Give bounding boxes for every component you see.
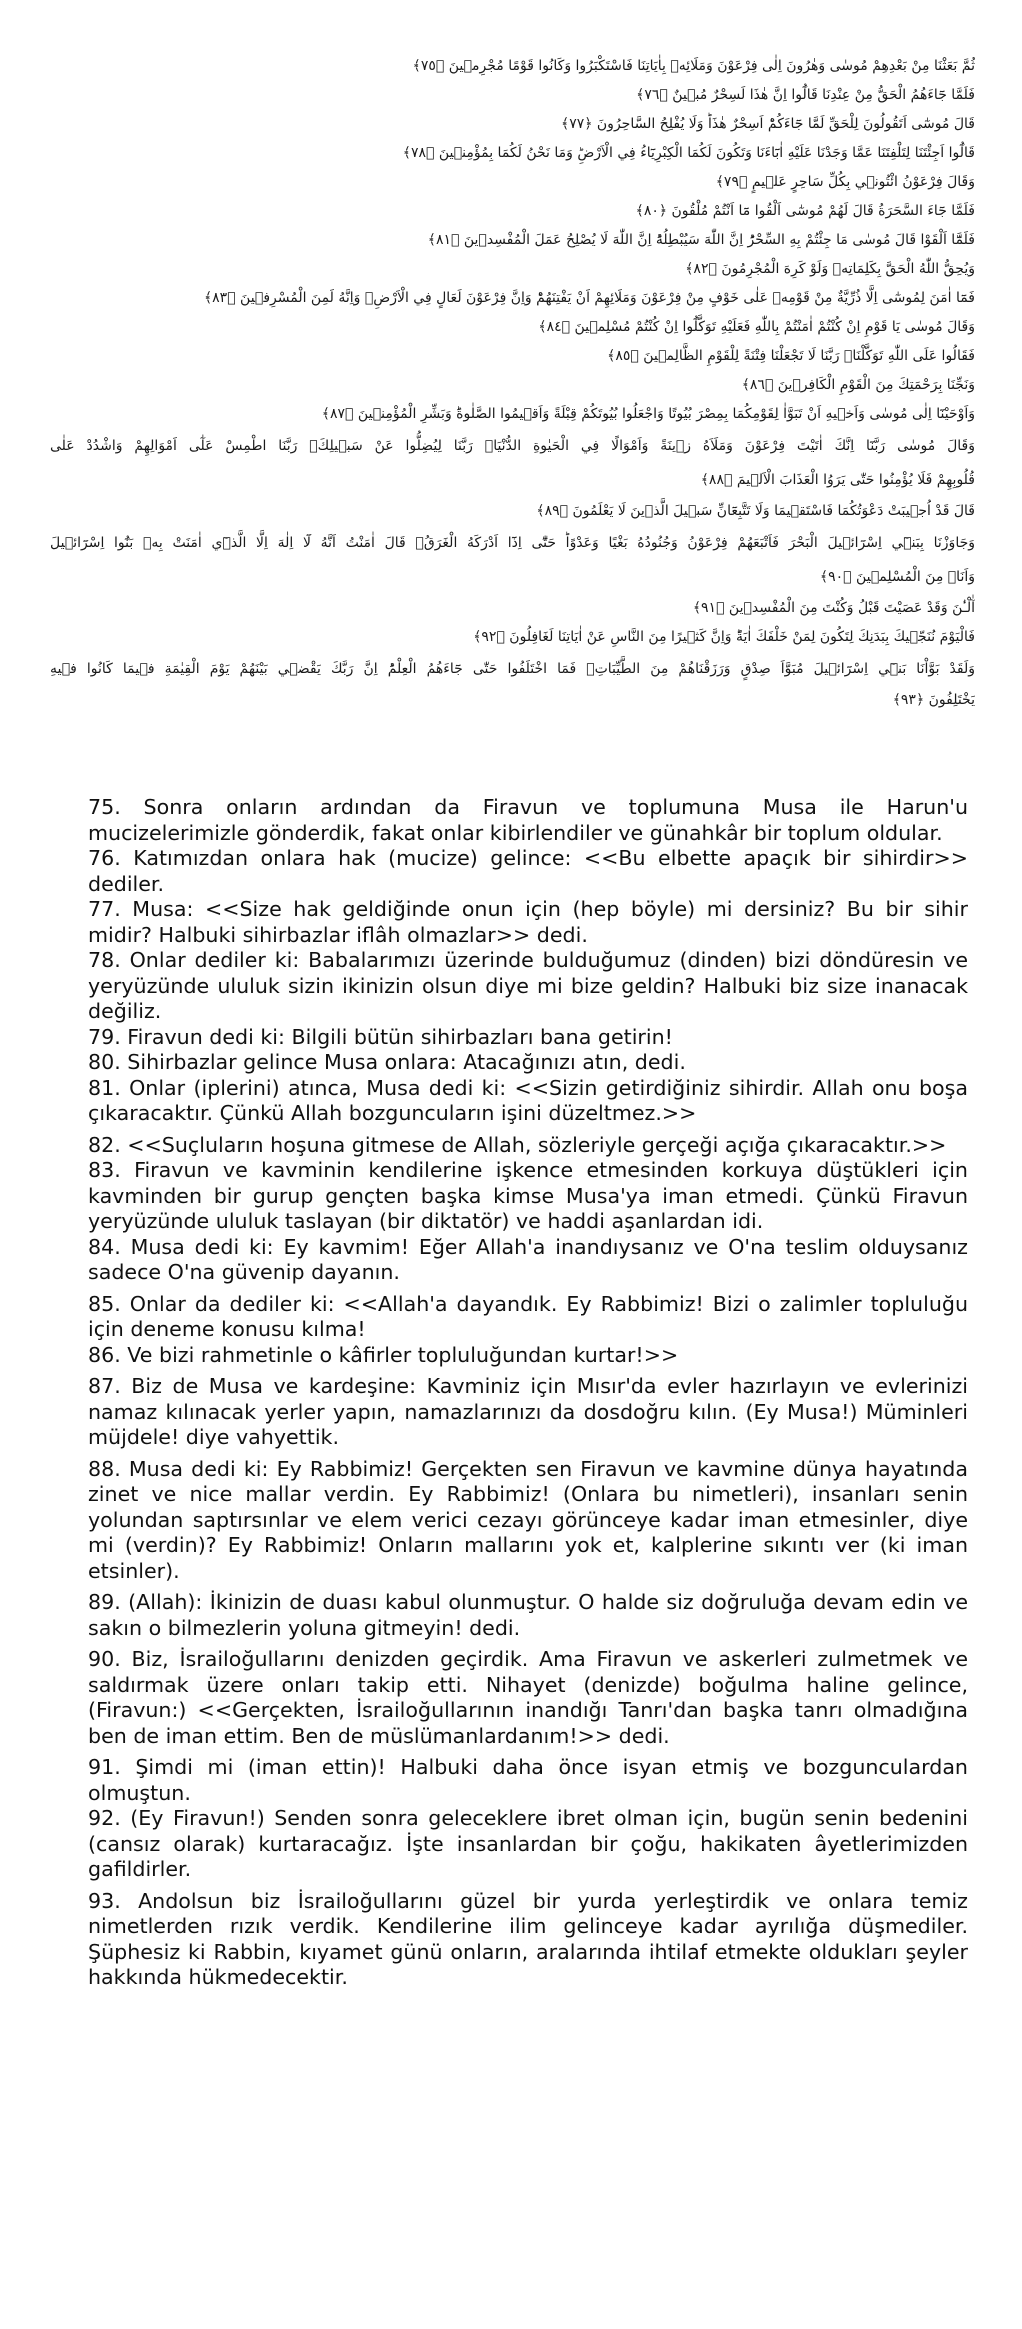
arabic-line: قَالَ قَدْ اُج۪يبَتْ دَعْوَتُكُمَا فَاسْتَق۪يمَا وَلَا تَتَّبِعَٓانِّ سَب۪يلَ الَّذ۪ينَ لَا يَعْلَمُونَ ﴿٨٩﴾ bbox=[536, 503, 975, 519]
verse-85: 85. Onlar da dediler ki: <<Allah'a dayandık. Ey Rabbimiz! Bizi o zalimler topluluğu için deneme konusu kılma! bbox=[88, 1291, 968, 1341]
arabic-line: وَلَقَدْ بَوَّاْنَا بَن۪ٓي اِسْرَٓائ۪يلَ مُبَوَّاَ صِدْقٍ وَرَزَقْنَاهُمْ مِنَ الطَّيِّبَاتِۚ فَمَا اخْتَلَفُوا حَتّٰى جَٓاءَهُمُ الْعِلْمُؕ اِنَّ رَبَّكَ يَقْض۪ي بَيْنَهُمْ يَوْمَ الْقِيٰمَةِ ف۪يمَا كَانُوا ف۪يهِ bbox=[50, 661, 975, 677]
verse-89: 89. (Allah): İkinizin de duası kabul olunmuştur. O halde siz doğruluğa devam edin ve sakın o bilmezlerin yoluna gitmeyin! dedi. bbox=[88, 1590, 968, 1640]
verse-93: 93. Andolsun biz İsrailoğullarını güzel bir yurda yerleştirdik ve onlara temiz nimetlerden rızık verdik. Kendilerine ilim gelinceye kadar ayrılığa düşmediler. Şüphesiz ki Rabbin, kıyamet günü onların, aralarında ihtilaf etmekte oldukları şeyler hakkında hükmedecektir. bbox=[88, 1888, 968, 1989]
turkish-translation-block bbox=[88, 795, 968, 1991]
verse-88: 88. Musa dedi ki: Ey Rabbimiz! Gerçekten sen Firavun ve kavmine dünya hayatında zinet ve nice mallar verdin. Ey Rabbimiz! (Onlara bu nimetleri), insanları senin yolundan saptırsınlar ve elem verici cezayı görünceye kadar iman etmesinler, diye mi (verdin)? Ey Rabbimiz! Onların mallarını yok et, kalplerine sıkıntı ver (ki iman etsinler). bbox=[88, 1456, 968, 1583]
arabic-line: وَقَالَ مُوسٰى يَا قَوْمِ اِنْ كُنْتُمْ اٰمَنْتُمْ بِاللّٰهِ فَعَلَيْهِ تَوَكَّلُٓوا اِنْ كُنْتُمْ مُسْلِم۪ينَ ﴿٨٤﴾ bbox=[538, 319, 975, 335]
arabic-text-block bbox=[50, 52, 975, 715]
verse-91: 91. Şimdi mi (iman ettin)! Halbuki daha önce isyan etmiş ve bozgunculardan olmuştun. bbox=[88, 1755, 968, 1805]
arabic-line: وَيُحِقُّ اللّٰهُ الْحَقَّ بِكَلِمَاتِه۪ وَلَوْ كَرِهَ الْمُجْرِمُونَ ﴿٨٢﴾ bbox=[685, 261, 975, 277]
verse-77: 77. Musa: <<Size hak geldiğinde onun için (hep böyle) mi dersiniz? Bu bir sihir midir? Halbuki sihirbazlar iflâh olmazlar>> dedi. bbox=[88, 897, 968, 947]
verse-79: 79. Firavun dedi ki: Bilgili bütün sihirbazları bana getirin! bbox=[88, 1024, 673, 1049]
arabic-line: آٰلْـٰٔنَ وَقَدْ عَصَيْتَ قَبْلُ وَكُنْتَ مِنَ الْمُفْسِد۪ينَ ﴿٩١﴾ bbox=[692, 600, 975, 616]
arabic-line: وَنَجِّنَا بِرَحْمَتِكَ مِنَ الْقَوْمِ الْكَافِر۪ينَ ﴿٨٦﴾ bbox=[741, 377, 975, 393]
verse-84: 84. Musa dedi ki: Ey kavmim! Eğer Allah'a inandıysanız ve O'na teslim olduysanız sadece O'na güvenip dayanın. bbox=[88, 1234, 968, 1284]
arabic-line: يَخْتَلِفُونَ ﴿٩٣﴾ bbox=[892, 692, 975, 708]
verse-83: 83. Firavun ve kavminin kendilerine işkence etmesinden korkuya düştükleri için kavminden bir gurup gençten başka kimse Musa'ya iman etmedi. Çünkü Firavun yeryüzünde ululuk taslayan (bir diktatör) ve haddi aşanlardan idi. bbox=[88, 1158, 968, 1233]
arabic-line: قُلُوبِهِمْ فَلَا يُؤْمِنُوا حَتّٰى يَرَوُا الْعَذَابَ الْاَل۪يمَ ﴿٨٨﴾ bbox=[700, 472, 975, 488]
arabic-line: فَالْيَوْمَ نُنَجّ۪يكَ بِبَدَنِكَ لِتَكُونَ لِمَنْ خَلْفَكَ اٰيَةًؕ وَاِنَّ كَث۪يرًا مِنَ النَّاسِ عَنْ اٰيَاتِنَا لَغَافِلُونَ ﴿٩٢﴾ bbox=[473, 629, 975, 645]
verse-80: 80. Sihirbazlar gelince Musa onlara: Atacağınızı atın, dedi. bbox=[88, 1050, 686, 1074]
arabic-line: وَاَنَا۬ مِنَ الْمُسْلِم۪ينَ ﴿٩٠﴾ bbox=[819, 569, 975, 585]
arabic-line: فَمَٓا اٰمَنَ لِمُوسٰٓى اِلَّا ذُرِّيَّةٌ مِنْ قَوْمِه۪ عَلٰى خَوْفٍ مِنْ فِرْعَوْنَ وَمَلَائِهِمْ اَنْ يَفْتِنَهُمْؕ وَاِنَّ فِرْعَوْنَ لَعَالٍ فِي الْاَرْضِۚ وَاِنَّهُ لَمِنَ الْمُسْرِف۪ينَ ﴿٨٣﴾ bbox=[203, 290, 975, 306]
verse-82: 82. <<Suçluların hoşuna gitmese de Allah, sözleriyle gerçeği açığa çıkaracaktır.>> bbox=[88, 1132, 947, 1157]
arabic-line: فَلَمَّا جَٓاءَهُمُ الْحَقُّ مِنْ عِنْدِنَا قَالُٓوا اِنَّ هٰذَا لَسِحْرٌ مُب۪ينٌ ﴿٧٦﴾ bbox=[636, 87, 975, 103]
arabic-line: وَقَالَ مُوسٰى رَبَّنَٓا اِنَّكَ اٰتَيْتَ فِرْعَوْنَ وَمَلَاَهُ ز۪ينَةً وَاَمْوَالًا فِي الْحَيٰوةِ الدُّنْيَاۙ رَبَّنَا لِيُضِلُّوا عَنْ سَب۪يلِكَۚ رَبَّنَا اطْمِسْ عَلٰٓى اَمْوَالِهِمْ وَاشْدُدْ عَلٰى bbox=[50, 438, 975, 454]
verse-76: 76. Katımızdan onlara hak (mucize) gelince: <<Bu elbette apaçık bir sihirdir>> dediler. bbox=[88, 846, 968, 896]
arabic-line: قَالُٓوا اَجِئْتَنَا لِتَلْفِتَنَا عَمَّا وَجَدْنَا عَلَيْهِ اٰبَٓاءَنَا وَتَكُونَ لَكُمَا الْكِبْرِيَٓاءُ فِي الْاَرْضِؕ وَمَا نَحْنُ لَكُمَا بِمُؤْمِن۪ينَ ﴿٧٨﴾ bbox=[402, 145, 975, 161]
arabic-line: وَاَوْحَيْنَٓا اِلٰى مُوسٰى وَاَخ۪يهِ اَنْ تَبَوَّاٰ لِقَوْمِكُمَا بِمِصْرَ بُيُوتًا وَاجْعَلُوا بُيُوتَكُمْ قِبْلَةً وَاَق۪يمُوا الصَّلٰوةَؕ وَبَشِّرِ الْمُؤْمِن۪ينَ ﴿٨٧﴾ bbox=[321, 406, 975, 422]
verse-81: 81. Onlar (iplerini) atınca, Musa dedi ki: <<Sizin getirdiğiniz sihirdir. Allah onu boşa çıkaracaktır. Çünkü Allah bozguncuların işini düzeltmez.>> bbox=[88, 1075, 968, 1125]
verse-75: 75. Sonra onların ardından da Firavun ve toplumuna Musa ile Harun'u mucizelerimizle gönderdik, fakat onlar kibirlendiler ve günahkâr bir toplum oldular. bbox=[88, 795, 968, 845]
arabic-line: فَلَمَّٓا اَلْقَوْا قَالَ مُوسٰى مَا جِئْتُمْ بِهِ السِّحْرُؕ اِنَّ اللّٰهَ سَيُبْطِلُهُؕ اِنَّ اللّٰهَ لَا يُصْلِحُ عَمَلَ الْمُفْسِد۪ينَ ﴿٨١﴾ bbox=[427, 232, 975, 248]
arabic-line: فَلَمَّا جَٓاءَ السَّحَرَةُ قَالَ لَهُمْ مُوسٰٓى اَلْقُوا مَٓا اَنْتُمْ مُلْقُونَ ﴿٨٠﴾ bbox=[635, 203, 975, 219]
verse-86: 86. Ve bizi rahmetinle o kâfirler topluluğundan kurtar!>> bbox=[88, 1342, 679, 1367]
arabic-line: وَجَاوَزْنَا بِبَن۪ٓي اِسْرَٓائ۪يلَ الْبَحْرَ فَاَتْبَعَهُمْ فِرْعَوْنُ وَجُنُودُهُ بَغْيًا وَعَدْوًاؕ حَتّٰٓى اِذَٓا اَدْرَكَهُ الْغَرَقُۙ قَالَ اٰمَنْتُ اَنَّهُ لَٓا اِلٰهَ اِلَّا الَّذ۪ٓي اٰمَنَتْ بِه۪ بَنُٓوا اِسْرَٓائ۪يلَ bbox=[50, 535, 975, 551]
verse-87: 87. Biz de Musa ve kardeşine: Kavminiz için Mısır'da evler hazırlayın ve evlerinizi namaz kılınacak yerler yapın, namazlarınızı da dosdoğru kılın. (Ey Musa!) Müminleri müjdele! diye vahyettik. bbox=[88, 1374, 968, 1449]
arabic-line: فَقَالُوا عَلَى اللّٰهِ تَوَكَّلْنَاۚ رَبَّنَا لَا تَجْعَلْنَا فِتْنَةً لِلْقَوْمِ الظَّالِم۪ينَ ﴿٨٥﴾ bbox=[607, 348, 975, 364]
verse-78: 78. Onlar dediler ki: Babalarımızı üzerinde bulduğumuz (dinden) bizi döndüresin ve yeryüzünde ululuk sizin ikinizin olsun diye mi bize geldin? Halbuki biz size inanacak değiliz. bbox=[88, 948, 968, 1023]
arabic-line: قَالَ مُوسٰٓى اَتَقُولُونَ لِلْحَقِّ لَمَّا جَٓاءَكُمْؕ اَسِحْرٌ هٰذَاؕ وَلَا يُفْلِحُ السَّاحِرُونَ ﴿٧٧﴾ bbox=[561, 116, 975, 132]
arabic-line: ثُمَّ بَعَثْنَا مِنْ بَعْدِهِمْ مُوسٰى وَهٰرُونَ اِلٰى فِرْعَوْنَ وَمَلَائِه۪ بِاٰيَاتِنَا فَاسْتَكْبَرُوا وَكَانُوا قَوْمًا مُجْرِم۪ينَ ﴿٧٥﴾ bbox=[412, 58, 975, 74]
arabic-line: وَقَالَ فِرْعَوْنُ ائْتُون۪ي بِكُلِّ سَاحِرٍ عَل۪يمٍ ﴿٧٩﴾ bbox=[715, 174, 975, 190]
verse-92: 92. (Ey Firavun!) Senden sonra geleceklere ibret olman için, bugün senin bedenini (cansız olarak) kurtaracağız. İşte insanlardan bir çoğu, hakikaten âyetlerimizden gafildirler. bbox=[88, 1806, 968, 1881]
verse-90: 90. Biz, İsrailoğullarını denizden geçirdik. Ama Firavun ve askerleri zulmetmek ve saldırmak üzere onları takip etti. Nihayet (denizde) boğulma haline gelince, (Firavun:) <<Gerçekten, İsrailoğullarının inandığı Tanrı'dan başka tanrı olmadığına ben de iman ettim. Ben de müslümanlardanım!>> dedi. bbox=[88, 1647, 968, 1748]
